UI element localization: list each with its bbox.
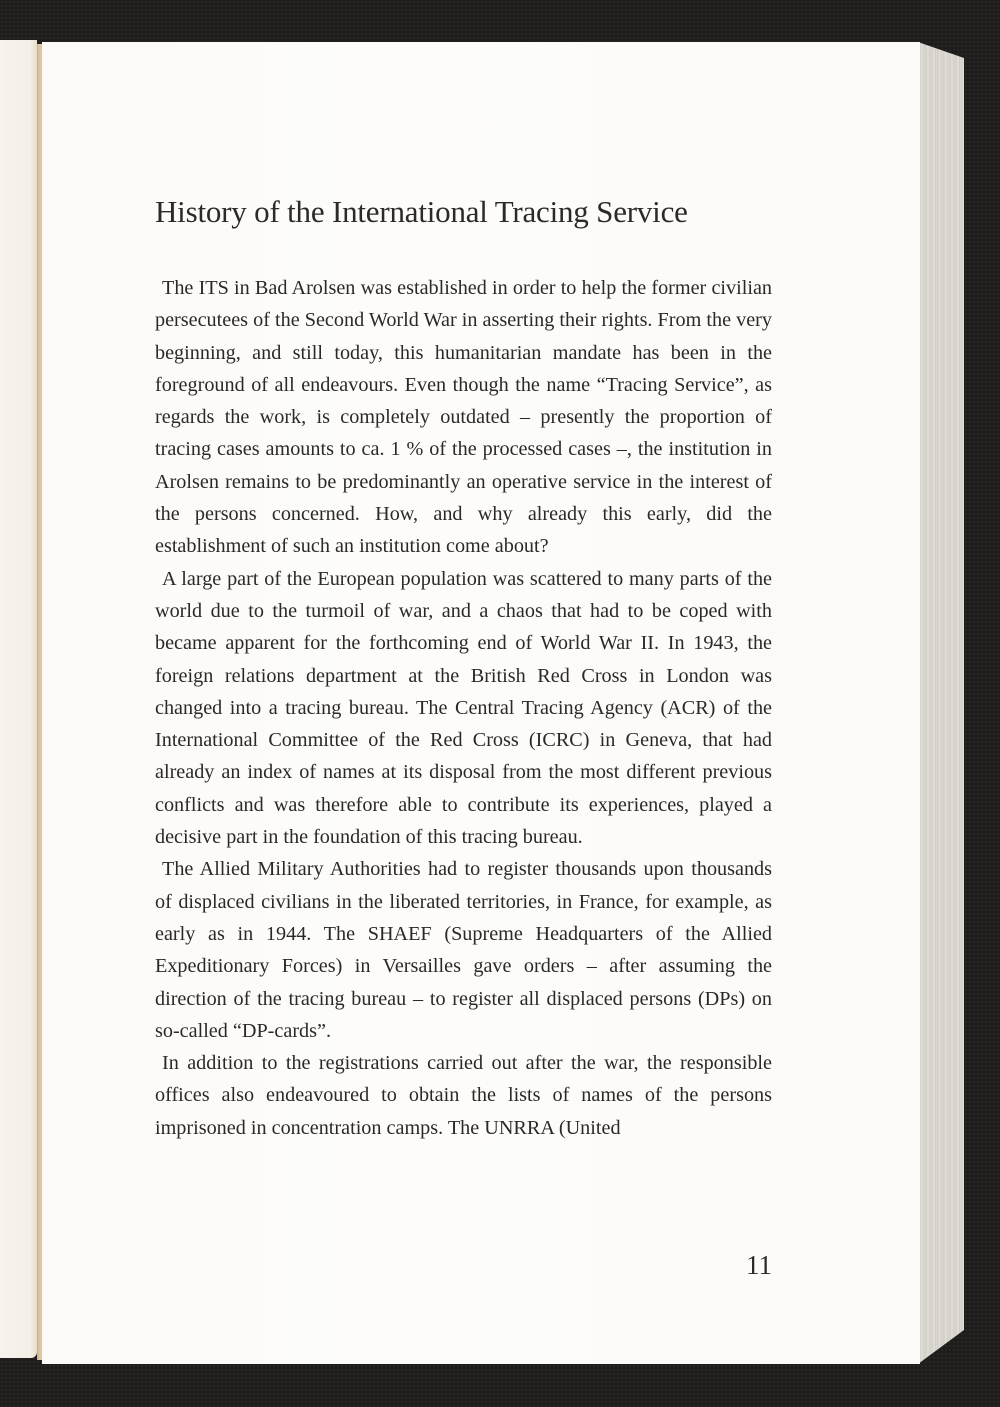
body-text	[155, 272, 772, 1144]
book-page	[42, 42, 920, 1364]
page-block-edges	[918, 42, 964, 1364]
page-number: 11	[746, 1250, 772, 1280]
paragraph: A large part of the European population was scattered to many parts of the world due to the turmoil of war, and a chaos that had to be coped with became apparent for the forthcoming end of World War II. In 1943, the foreign relations department at the British Red Cross in London was changed into a tracing bureau. The Central Tracing Agency (ACR) of the International Committee of the Red Cross (ICRC) in Geneva, that had already an index of names at its disposal from the most different previous conflicts and was therefore able to contribute its experiences, played a decisive part in the foundation of this tracing bureau.	[155, 567, 772, 849]
chapter-heading: History of the International Tracing Service	[155, 194, 688, 229]
paragraph: In addition to the registrations carried out after the war, the responsible offices also endeavoured to obtain the lists of names of the persons imprisoned in concentration camps. The UNRRA (United	[155, 1052, 772, 1139]
facing-page-edge	[0, 40, 37, 1358]
paragraph: The ITS in Bad Arolsen was established in order to help the former civilian persecutees of the Second World War in asserting their rights. From the very beginning, and still today, this humanitarian mandate has been in the foreground of all endeavours. Even though the name “Tracing Service”, as regards the work, is completely outdated – presently the proportion of tracing cases amounts to ca. 1 % of the processed cases –, the institution in Arolsen remains to be predominantly an operative service in the interest of the persons concerned. How, and why already this early, did the establishment of such an institution come about?	[155, 277, 772, 558]
paragraph: The Allied Military Authorities had to register thousands upon thousands of displaced civilians in the liberated territories, in France, for example, as early as in 1944. The SHAEF (Supreme Headquarters of the Allied Expeditionary Forces) in Versailles gave orders – after assuming the direction of the tracing bureau – to register all displaced persons (DPs) on so-called “DP-cards”.	[155, 858, 772, 1042]
